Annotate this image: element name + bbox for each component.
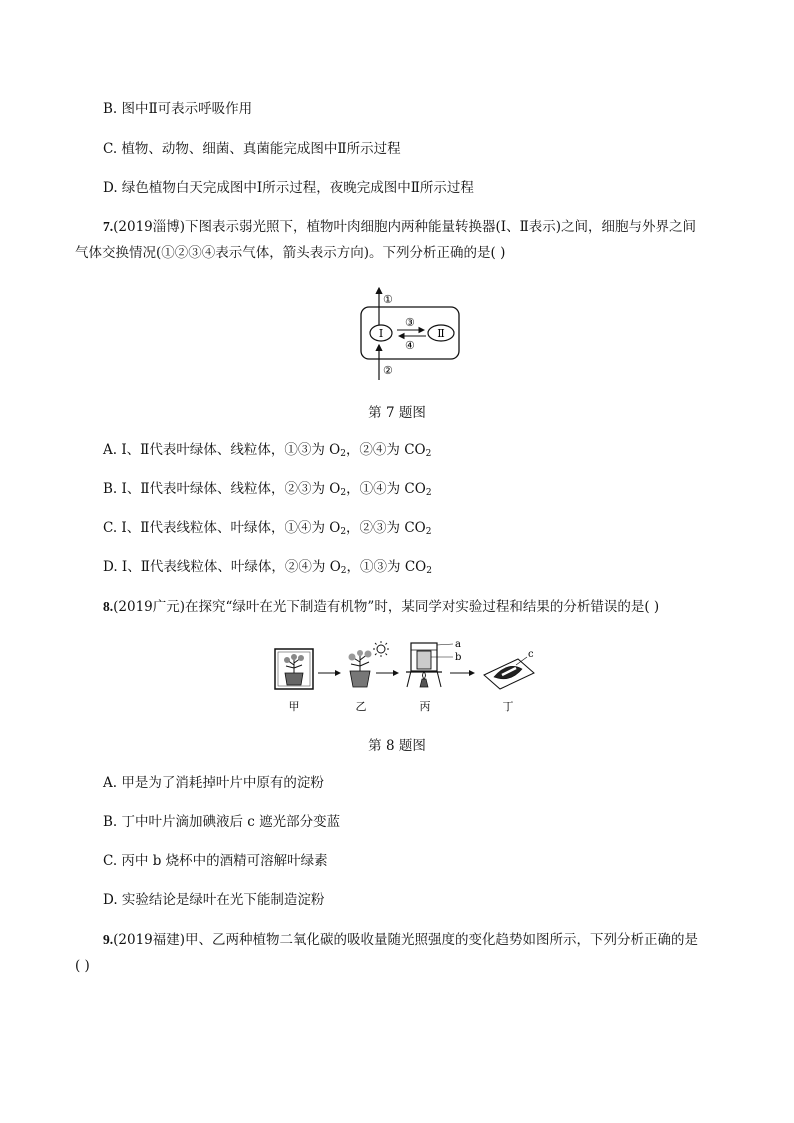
step-bing-water-bath <box>406 643 453 687</box>
q7-number: 7. <box>103 219 114 234</box>
organelle-i-label: Ⅰ <box>378 327 384 340</box>
q7-option-a-sub2: 2 <box>425 449 432 459</box>
gas-label-1: ① <box>383 293 393 306</box>
q7-option-d-text2: ，①③为 CO <box>346 559 427 575</box>
q7-option-d-sub2: 2 <box>426 566 432 576</box>
step-jia-dark-box <box>275 649 313 689</box>
q7-option-b-text1: B. Ⅰ、Ⅱ代表叶绿体、线粒体，②③为 O <box>103 481 341 497</box>
q7-option-d-sub1: 2 <box>340 566 347 576</box>
q6-option-c: C. 植物、动物、细菌、真菌能完成图中Ⅱ所示过程 <box>103 141 401 157</box>
q8-option-b: B. 丁中叶片滴加碘液后 c 遮光部分变蓝 <box>103 814 341 830</box>
q8-figure-caption: 第 8 题图 <box>368 738 426 754</box>
q8-stem <box>103 597 659 617</box>
q7-diagram <box>355 282 465 382</box>
organelle-ii-label: Ⅱ <box>437 327 445 340</box>
step-ding-leaf <box>484 657 534 689</box>
step-yi-sunlight-plant <box>349 641 390 687</box>
gas-label-3: ③ <box>405 316 415 329</box>
q7-option-b-sub1: 2 <box>340 488 347 498</box>
q9-stem-line1 <box>103 930 698 950</box>
q7-stem-text1: (2019淄博)下图表示弱光照下，植物叶肉细胞内两种能量转换器(Ⅰ、Ⅱ表示)之间，细胞与外界之间 <box>113 219 697 235</box>
q8-option-d: D. 实验结论是绿叶在光下能制造淀粉 <box>103 892 325 908</box>
label-yi: 乙 <box>355 700 367 713</box>
q7-option-a-text2: ，②④为 CO <box>345 442 426 458</box>
q7-option-c-text2: ，②③为 CO <box>346 520 426 536</box>
q7-option-d <box>103 557 432 581</box>
q9-stem-line2: ( ) <box>75 958 90 974</box>
label-c: c <box>528 649 534 660</box>
label-b: b <box>455 652 462 663</box>
q7-figure-caption: 第 7 题图 <box>368 405 426 421</box>
q7-option-b <box>103 479 432 503</box>
q9-stem-text1: (2019福建)甲、乙两种植物二氧化碳的吸收量随光照强度的变化趋势如图所示，下列分析正确的是 <box>113 932 699 948</box>
q7-option-a-text1: A. Ⅰ、Ⅱ代表叶绿体、线粒体，①③为 O <box>103 442 341 458</box>
q9-number: 9. <box>103 932 114 947</box>
q8-stem-text: (2019广元)在探究“绿叶在光下制造有机物”时，某同学对实验过程和结果的分析错误的是( ) <box>113 599 660 615</box>
q7-option-c-sub1: 2 <box>340 527 347 537</box>
gas-label-2: ② <box>383 364 393 377</box>
label-jia: 甲 <box>288 700 300 713</box>
q8-diagram <box>270 635 560 715</box>
q6-option-d: D. 绿色植物白天完成图中Ⅰ所示过程，夜晚完成图中Ⅱ所示过程 <box>103 180 474 196</box>
q7-option-a-sub1: 2 <box>340 449 346 459</box>
q8-number: 8. <box>103 599 114 614</box>
q7-option-d-text1: D. Ⅰ、Ⅱ代表线粒体、叶绿体，②④为 O <box>103 559 341 575</box>
q7-option-c <box>103 518 431 542</box>
sun-icon <box>377 645 385 653</box>
label-ding: 丁 <box>502 700 514 713</box>
q7-option-b-text2: ，①④为 CO <box>346 481 426 497</box>
q6-option-b: B. 图中Ⅱ可表示呼吸作用 <box>103 101 253 117</box>
q7-stem-line2: 气体交换情况(①②③④表示气体，箭头表示方向)。下列分析正确的是( ) <box>75 245 506 261</box>
q8-option-c: C. 丙中 b 烧杯中的酒精可溶解叶绿素 <box>103 853 328 869</box>
q7-stem-line1 <box>103 217 696 237</box>
gas-label-4: ④ <box>405 339 415 352</box>
label-bing: 丙 <box>419 700 431 713</box>
q7-option-a <box>103 440 431 464</box>
q8-option-a: A. 甲是为了消耗掉叶片中原有的淀粉 <box>103 775 324 791</box>
q7-option-c-text1: C. Ⅰ、Ⅱ代表线粒体、叶绿体，①④为 O <box>103 520 341 536</box>
label-a: a <box>455 639 461 650</box>
q7-option-c-sub2: 2 <box>425 527 432 537</box>
q7-option-b-sub2: 2 <box>425 488 432 498</box>
